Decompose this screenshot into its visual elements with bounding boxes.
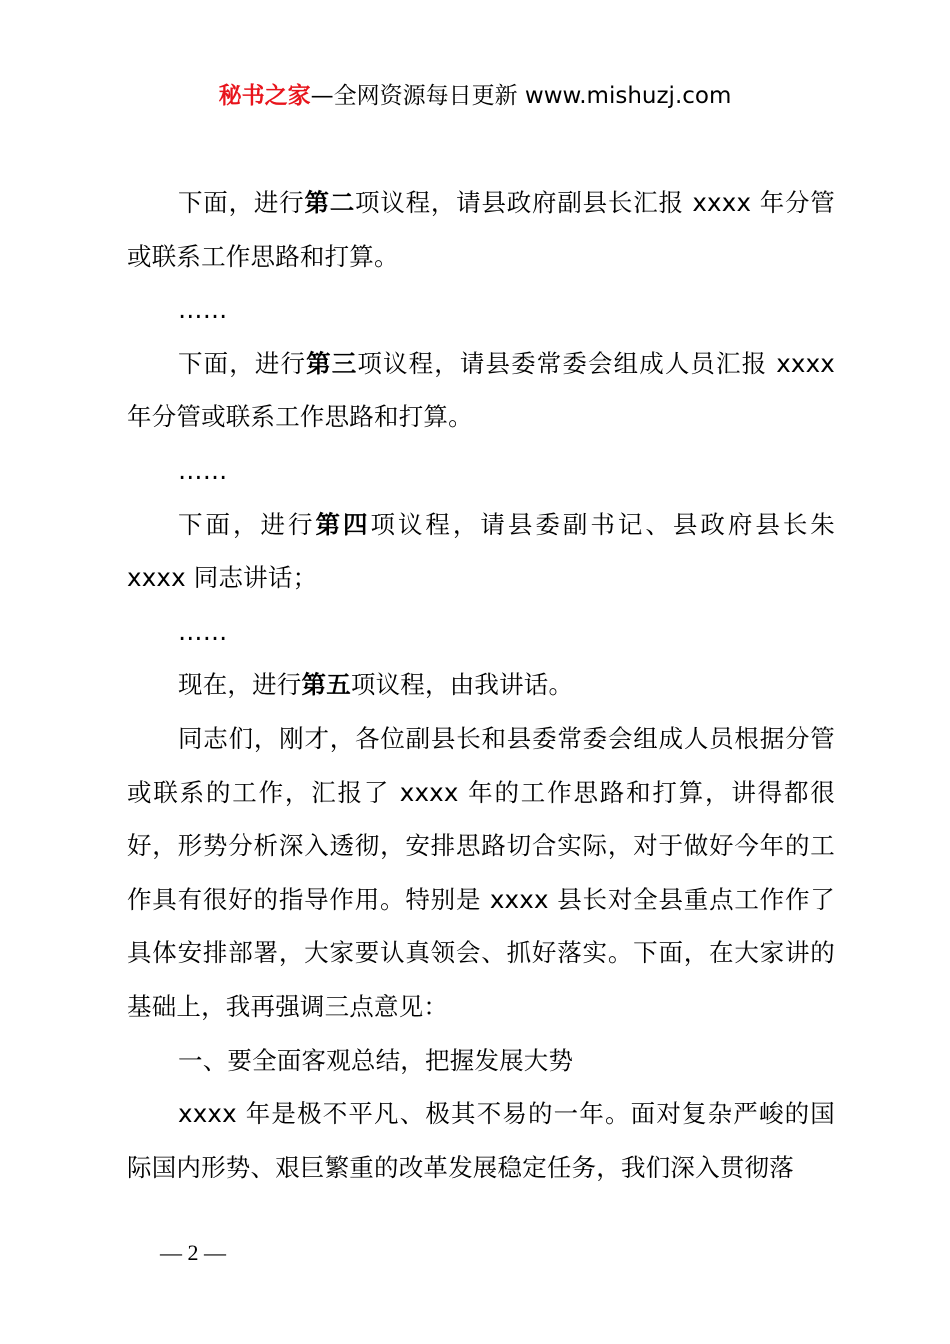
document-body	[127, 176, 835, 1194]
agenda-item: 第四	[315, 509, 371, 539]
paragraph: 现在，进行第五项议程，由我讲话。	[178, 670, 574, 700]
ellipsis-paragraph: ……	[178, 295, 228, 325]
document-header	[0, 80, 950, 112]
ellipsis-paragraph: ……	[178, 455, 228, 485]
paragraph: 下面，进行第二项议程，请县政府副县长汇报 xxxx 年分管或联系工作思路和打算。	[127, 188, 835, 271]
agenda-item: 第二	[304, 188, 356, 217]
brand-name: 秘书之家	[218, 83, 311, 109]
section-heading: 一、要全面客观总结，把握发展大势	[178, 1045, 574, 1075]
ellipsis-paragraph: ……	[178, 616, 228, 646]
paragraph: 下面，进行第四项议程，请县委副书记、县政府县长朱 xxxx 同志讲话；	[127, 509, 836, 593]
header-tagline: —全网资源每日更新 www.mishuzj.com	[310, 83, 732, 109]
paragraph: 同志们，刚才，各位副县长和县委常委会组成人员根据分管或联系的工作，汇报了 xxxx 年的工作思路和打算，讲得都很好，形势分析深入透彻，安排思路切合实际，对于做好今年的工作具有很好的指导作用。特别是 xxxx 县长对全县重点工作作了具体安排部署，大家要认真领会、抓好落实。下面，在大家讲的基础上，我再强调三点意见：	[127, 723, 835, 1021]
agenda-item: 第五	[301, 670, 351, 700]
paragraph: 下面，进行第三项议程，请县委常委会组成人员汇报 xxxx 年分管或联系工作思路和打算。	[127, 348, 836, 432]
page-number: — 2 —	[160, 1240, 226, 1265]
paragraph: xxxx 年是极不平凡、极其不易的一年。面对复杂严峻的国际国内形势、艰巨繁重的改革发展稳定任务，我们深入贯彻落	[127, 1099, 835, 1182]
agenda-item: 第三	[306, 348, 358, 378]
